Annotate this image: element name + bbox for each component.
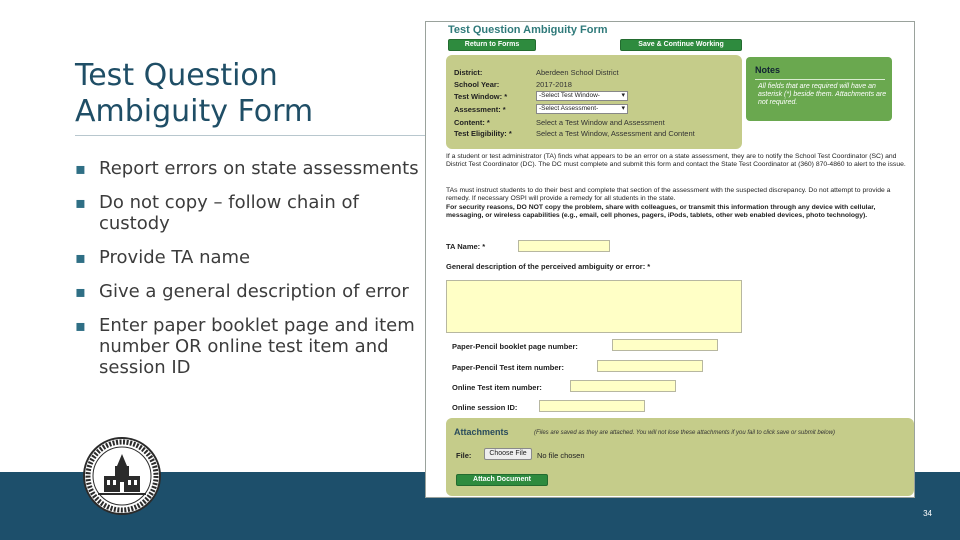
school-year-label: School Year: [454,80,500,89]
notes-text: All fields that are required will have an asterisk (*) beside them. Attachments are not required. [758,83,887,106]
slide-title: Test Question Ambiguity Form [75,58,314,129]
description-label: General description of the perceived ambiguity or error: * [446,262,651,271]
description-textarea[interactable] [446,280,742,333]
attachments-note: (Files are saved as they are attached. You will not lose these attachments if you fail to click save or submit below) [534,430,836,436]
school-year-value: 2017-2018 [536,80,572,89]
security-paragraph: For security reasons, DO NOT copy the problem, share with colleagues, or transmit this information through any device with cellular, messaging, or wireless capabilities (e.g., email, cell phones, pagers, iPods, tablets, other web enabled devices, photo technology). [446,204,876,220]
online-session-input[interactable] [539,400,645,412]
ambiguity-form-screenshot [425,21,915,498]
content-value: Select a Test Window and Assessment [536,118,665,127]
ta-name-input[interactable] [518,240,610,252]
bullet-item: ▪ Provide TA name [75,247,420,268]
online-session-label: Online session ID: [452,403,518,412]
assessment-select[interactable]: -Select Assessment- ▾ [536,104,628,114]
form-title: Test Question Ambiguity Form [448,24,608,36]
bullet-item: ▪ Do not copy – follow chain of custody [75,192,420,234]
save-continue-button[interactable]: Save & Continue Working [620,39,742,51]
district-value: Aberdeen School District [536,68,619,77]
paper-item-label: Paper-Pencil Test item number: [452,363,564,372]
paper-page-input[interactable] [612,339,718,351]
bullet-item: ▪ Enter paper booklet page and item number OR online test item and session ID [75,315,420,378]
online-item-label: Online Test item number: [452,383,542,392]
notes-divider [755,79,885,80]
ospi-seal-logo [82,436,162,516]
choose-file-button[interactable]: Choose File [484,448,532,460]
assessment-label: Assessment: * [454,105,506,114]
file-label: File: [456,451,472,460]
content-label: Content: * [454,118,490,127]
attach-document-button[interactable]: Attach Document [456,474,548,486]
bullet-list [75,158,420,391]
notes-box [746,57,892,121]
attachments-heading: Attachments [454,427,509,437]
instructions-paragraph: If a student or test administrator (TA) finds what appears to be an error on a state assessment, they are to notify the School Test Coordinator (SC) and District Test Coordinator (DC). The DC must complete and submit this form and contact the State Test Coordinator at (360) 870-4860 to alert to the issue. [446,153,906,169]
no-file-status: No file chosen [537,451,585,460]
bullet-item: ▪ Report errors on state assessments [75,158,420,179]
district-label: District: [454,68,483,77]
ta-name-label: TA Name: * [446,242,486,251]
eligibility-value: Select a Test Window, Assessment and Content [536,129,695,138]
bullet-item: ▪ Give a general description of error [75,281,420,302]
paper-item-input[interactable] [597,360,703,372]
online-item-input[interactable] [570,380,676,392]
return-to-forms-button[interactable]: Return to Forms [448,39,536,51]
notes-heading: Notes [755,65,781,75]
instructions-paragraph: TAs must instruct students to do their best and complete that section of the assessment with the suspected discrepancy. Do not attempt to provide a remedy. If necessary OSPI will provide a remedy for all students in the state. [446,187,891,203]
test-window-select[interactable]: -Select Test Window- ▾ [536,91,628,101]
test-window-label: Test Window: * [454,92,508,101]
title-divider [75,135,430,136]
paper-page-label: Paper-Pencil booklet page number: [452,342,578,351]
slide-number: 34 [923,509,932,518]
eligibility-label: Test Eligibility: * [454,129,512,138]
